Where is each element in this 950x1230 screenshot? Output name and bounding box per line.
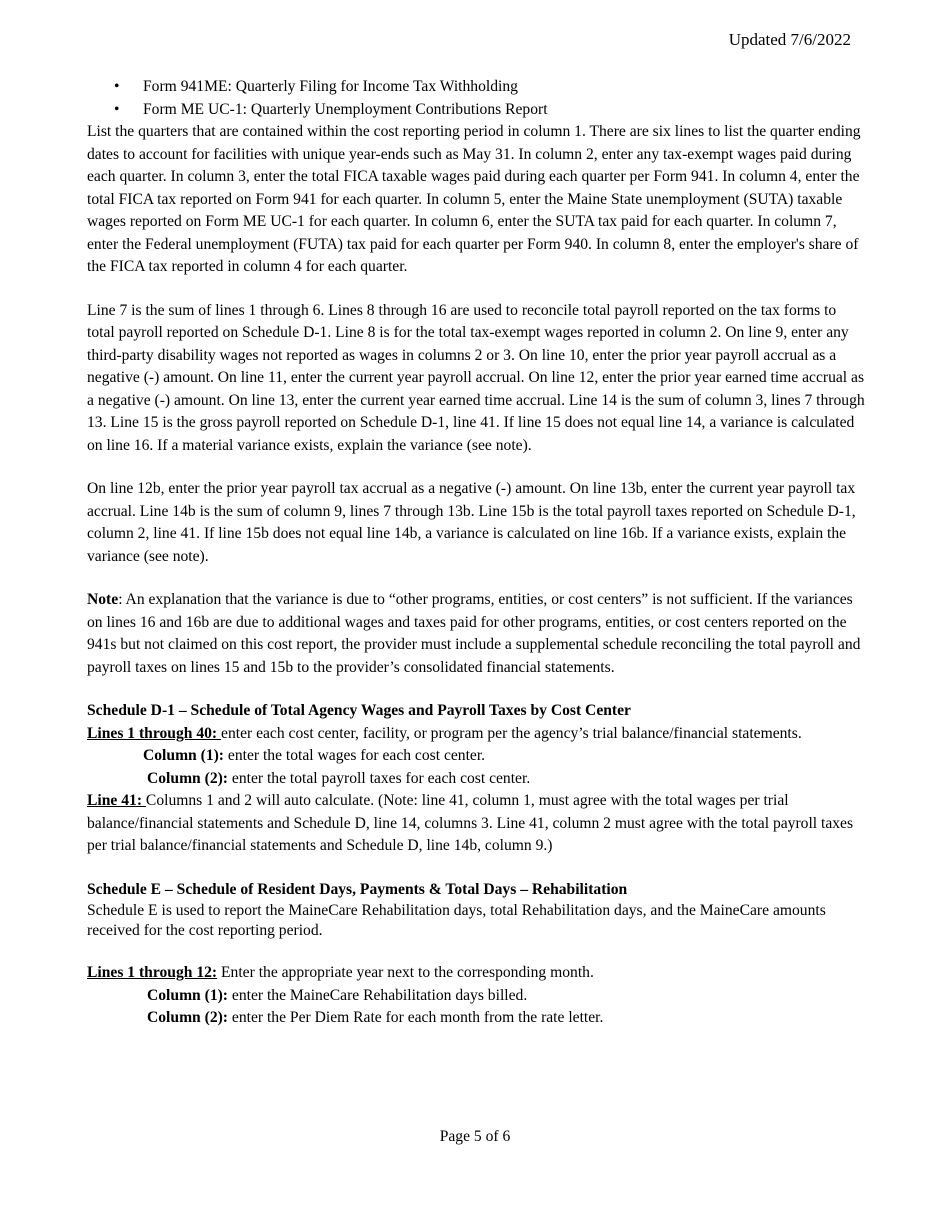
schedule-d1-heading: Schedule D-1 – Schedule of Total Agency Wages and Payroll Taxes by Cost Center [87, 702, 631, 719]
lines-text: Enter the appropriate year next to the corresponding month. [217, 964, 594, 981]
forms-list [87, 76, 867, 121]
column-label: Column (1): [147, 986, 228, 1004]
page-content [87, 76, 867, 1030]
schedule-d1-line-41 [87, 790, 867, 858]
schedule-d1-column-1 [87, 745, 867, 768]
line-41-text: Columns 1 and 2 will auto calculate. (Note: line 41, column 1, must agree with the total wages per trial balance/financial statements and Schedule D, line 14, columns 3. Line 41, column 2 must agree with the total payroll taxes per trial balance/financial statements and Schedule D, line 14b, column 9.) [87, 792, 854, 854]
line-41-label: Line 41: [87, 792, 146, 809]
schedule-e-lines [87, 962, 867, 985]
paragraph-line-12b: On line 12b, enter the prior year payroll tax accrual as a negative (-) amount. On line 13b, enter the current year payroll tax accrual. Line 14b is the sum of column 9, lines 7 through 13b. Line 15b is the total payroll taxes reported on Schedule D-1, column 2, line 41. If line 15b does not equal line 14b, a variance is calculated on line 16b. If a variance exists, explain the variance (see note). [87, 480, 856, 565]
note-label: Note [87, 591, 119, 608]
updated-date: Updated 7/6/2022 [728, 30, 851, 49]
paragraph-line-7: Line 7 is the sum of lines 1 through 6. Lines 8 through 16 are used to reconcile total payroll reported on the tax forms to total payroll reported on Schedule D-1. Line 8 is for the total tax-exempt wages reported in column 2. On line 9, enter any third-party disability wages not reported as wages in columns 2 or 3. On line 10, enter the prior year payroll accrual as a negative (-) amount. On line 11, enter the current year payroll accrual. On line 12, enter the prior year earned time accrual as a negative (-) amount. On line 13, enter the current year earned time accrual. Line 14 is the sum of column 3, lines 7 through 13. Line 15 is the gross payroll reported on Schedule D-1, line 41. If line 15 does not equal line 14, a variance is calculated on line 16. If a material variance exists, explain the variance (see note). [87, 301, 865, 454]
note-text: : An explanation that the variance is due to “other programs, entities, or cost centers” is not sufficient. If the variances on lines 16 and 16b are due to additional wages and taxes paid for other programs, entities, or cost centers reported on the 941s but not claimed on this cost report, the provider must include a supplemental schedule reconciling the total payroll and payroll taxes on lines 15 and 15b to the provider’s consolidated financial statements. [87, 591, 861, 676]
paragraph-quarters: List the quarters that are contained within the cost reporting period in column 1. There are six lines to list the quarter ending dates to account for facilities with unique year-ends such as May 31. In column 2, enter any tax-exempt wages paid during each quarter. In column 3, enter the total FICA taxable wages paid during each quarter per Form 941. In column 4, enter the total FICA tax reported on Form 941 for each quarter. In column 5, enter the Maine State unemployment (SUTA) taxable wages reported on Form ME UC-1 for each quarter. In column 6, enter the SUTA tax paid for each quarter. In column 7, enter the Federal unemployment (FUTA) tax paid for each quarter per Form 940. In column 8, enter the employer's share of the FICA tax reported in column 4 for each quarter. [87, 123, 861, 275]
list-item: • Form ME UC-1: Quarterly Unemployment Contributions Report [87, 99, 867, 122]
page-number: Page 5 of 6 [439, 1128, 511, 1145]
column-label: Column (2): [147, 769, 228, 787]
lines-text: enter each cost center, facility, or program per the agency’s trial balance/financial statements. [221, 724, 802, 742]
column-text: enter the MaineCare Rehabilitation days billed. [228, 986, 528, 1004]
note-paragraph [87, 589, 867, 679]
column-text: enter the Per Diem Rate for each month from the rate letter. [228, 1009, 604, 1026]
lines-label: Lines 1 through 40: [87, 724, 222, 742]
lines-label: Lines 1 through 12: [87, 964, 218, 981]
schedule-d1-lines [87, 723, 867, 746]
column-label: Column (1): [143, 747, 224, 764]
schedule-d1-column-2 [87, 768, 867, 791]
column-text: enter the total wages for each cost center. [224, 747, 486, 764]
schedule-e-heading: Schedule E – Schedule of Resident Days, Payments & Total Days – Rehabilitation [87, 880, 628, 898]
list-item: • Form 941ME: Quarterly Filing for Income Tax Withholding [87, 76, 867, 99]
column-text: enter the total payroll taxes for each cost center. [228, 769, 531, 787]
schedule-e-intro: Schedule E is used to report the MaineCare Rehabilitation days, total Rehabilitation days, and the MaineCare amounts received for the cost reporting period. [87, 902, 826, 939]
schedule-e-column-1 [87, 985, 867, 1008]
column-label: Column (2): [147, 1009, 228, 1026]
schedule-e-column-2 [87, 1007, 867, 1030]
